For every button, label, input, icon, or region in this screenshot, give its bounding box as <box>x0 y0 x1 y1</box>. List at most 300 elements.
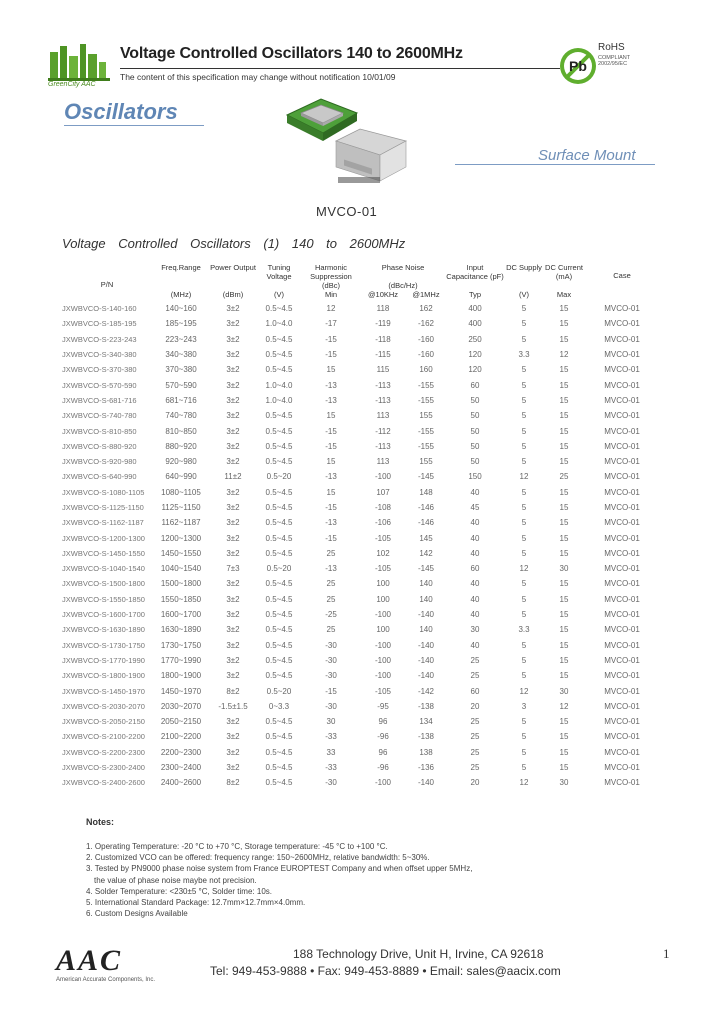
cell-dc-current: 15 <box>559 304 569 314</box>
cell-freq-range: 2100~2200 <box>160 732 202 742</box>
note-item: 5. International Standard Package: 12.7mm×12.7mm×4.0mm. <box>86 898 306 908</box>
header-phase <box>360 262 446 290</box>
cell-case: MVCO-01 <box>604 747 640 757</box>
cell-input-capacitance: 120 <box>468 350 482 360</box>
cell-tuning-voltage: 0.5~4.5 <box>265 747 293 757</box>
cell-part-number: JXWBVCO-S-1600-1700 <box>62 610 145 620</box>
unit-case <box>584 290 660 301</box>
cell-tuning-voltage: 0.5~4.5 <box>265 610 293 620</box>
header-phase-unit: (dBc/Hz) <box>388 281 418 290</box>
cell-case: MVCO-01 <box>604 655 640 665</box>
cell-input-capacitance: 40 <box>470 533 480 543</box>
cell-power-output: 11±2 <box>224 472 242 482</box>
cell-input-capacitance: 20 <box>470 778 480 788</box>
cell-case: MVCO-01 <box>604 518 640 528</box>
cell-harmonic: 33 <box>326 747 336 757</box>
cell-harmonic: -15 <box>325 503 337 512</box>
cell-harmonic: -13 <box>325 564 337 574</box>
cell-harmonic: -33 <box>325 763 337 773</box>
cell-dc-supply: 5 <box>521 640 527 650</box>
cell-part-number: JXWBVCO-S-2400-2600 <box>62 778 145 788</box>
cell-input-capacitance: 45 <box>470 503 480 512</box>
cell-case: MVCO-01 <box>604 717 640 727</box>
cell-dc-current: 15 <box>559 732 569 742</box>
table-row <box>62 377 660 392</box>
cell-dc-supply: 5 <box>521 533 527 543</box>
cell-phase-noise-1m: 145 <box>419 533 433 543</box>
cell-phase-noise-10k: -115 <box>375 350 391 360</box>
unit-phase-1m: @1MHz <box>412 290 440 299</box>
table-row <box>62 775 660 790</box>
notes-title: Notes: <box>86 817 115 827</box>
table-row <box>62 668 660 683</box>
lead-free-badge <box>558 46 598 86</box>
cell-phase-noise-10k: -118 <box>375 334 391 344</box>
cell-case: MVCO-01 <box>604 411 640 421</box>
cell-phase-noise-1m: -140 <box>417 671 434 681</box>
cell-freq-range: 1730~1750 <box>160 640 202 650</box>
cell-phase-noise-1m: 162 <box>419 304 433 314</box>
cell-case: MVCO-01 <box>604 625 640 635</box>
company-contact: Tel: 949-453-9888 • Fax: 949-453-8889 • Email: sales@aacix.com <box>210 964 561 978</box>
cell-phase-noise-10k: 118 <box>376 304 390 314</box>
cell-dc-supply: 5 <box>521 732 527 742</box>
cell-harmonic: 15 <box>326 457 336 467</box>
cell-phase-noise-1m: -160 <box>417 350 434 360</box>
cell-dc-supply: 5 <box>521 579 527 589</box>
table-row <box>62 699 660 714</box>
cell-dc-current: 15 <box>559 319 569 329</box>
table-row <box>62 454 660 469</box>
table-row <box>62 347 660 362</box>
notes-list <box>86 841 646 919</box>
cell-input-capacitance: 50 <box>470 411 480 421</box>
cell-harmonic: 25 <box>326 625 336 635</box>
cell-freq-range: 640~990 <box>165 472 197 482</box>
cell-freq-range: 880~920 <box>165 441 197 451</box>
note-item: 2. Customized VCO can be offered: frequency range: 150~2600MHz, relative bandwidth: 5~30%. <box>86 853 430 863</box>
cell-dc-current: 15 <box>559 625 569 635</box>
cell-dc-supply: 12 <box>519 564 529 574</box>
cell-power-output: 3±2 <box>226 503 240 512</box>
cell-freq-range: 223~243 <box>165 334 197 344</box>
cell-dc-supply: 5 <box>521 671 527 681</box>
unit-input-cap: Typ <box>468 290 482 299</box>
spec-table-body <box>62 301 660 791</box>
table-row <box>62 607 660 622</box>
cell-harmonic: -25 <box>325 610 337 620</box>
cell-phase-noise-1m: -140 <box>417 655 434 665</box>
cell-freq-range: 140~160 <box>165 304 197 314</box>
cell-dc-supply: 5 <box>521 763 527 773</box>
cell-harmonic: 30 <box>326 717 336 727</box>
cell-part-number: JXWBVCO-S-1730-1750 <box>62 640 145 650</box>
table-row <box>62 362 660 377</box>
cell-dc-supply: 5 <box>521 487 527 497</box>
unit-tuning: (V) <box>274 290 284 299</box>
cell-tuning-voltage: 0.5~4.5 <box>265 411 293 421</box>
cell-part-number: JXWBVCO-S-1770-1990 <box>62 655 145 665</box>
cell-freq-range: 2200~2300 <box>160 747 202 757</box>
cell-dc-current: 15 <box>559 610 569 620</box>
cell-power-output: 3±2 <box>226 334 240 344</box>
cell-part-number: JXWBVCO-S-1162-1187 <box>62 518 144 528</box>
cell-power-output: 3±2 <box>226 625 240 635</box>
cell-tuning-voltage: 0~3.3 <box>268 701 290 711</box>
cell-part-number: JXWBVCO-S-640-990 <box>62 472 137 482</box>
cell-freq-range: 1450~1970 <box>160 686 202 696</box>
cell-part-number: JXWBVCO-S-1550-1850 <box>62 594 145 604</box>
cell-input-capacitance: 50 <box>470 441 480 451</box>
cell-power-output: 3±2 <box>226 655 240 665</box>
cell-tuning-voltage: 0.5~4.5 <box>265 365 293 375</box>
cell-input-capacitance: 50 <box>470 395 480 405</box>
cell-power-output: 3±2 <box>226 594 240 604</box>
cell-harmonic: 12 <box>326 304 336 314</box>
cell-power-output: 3±2 <box>226 671 240 681</box>
cell-freq-range: 1500~1800 <box>160 579 202 589</box>
table-title: Voltage Controlled Oscillators (1) 140 to 2600MHz <box>62 236 406 251</box>
cell-phase-noise-10k: -100 <box>374 610 391 620</box>
cell-case: MVCO-01 <box>604 610 640 620</box>
cell-dc-supply: 5 <box>521 655 527 665</box>
cell-dc-current: 15 <box>559 671 569 681</box>
cell-phase-noise-10k: -105 <box>374 564 391 574</box>
table-row <box>62 332 660 347</box>
cell-phase-noise-1m: 142 <box>419 548 433 558</box>
header-input-cap: Input Capacitance (pF) <box>446 263 504 281</box>
cell-tuning-voltage: 0.5~4.5 <box>265 533 293 543</box>
cell-phase-noise-1m: -140 <box>417 778 434 788</box>
cell-harmonic: -15 <box>325 441 337 451</box>
company-name: American Accurate Components, Inc. <box>56 977 156 983</box>
cell-dc-current: 30 <box>559 778 569 788</box>
cell-freq-range: 340~380 <box>165 350 197 360</box>
cell-case: MVCO-01 <box>604 548 640 558</box>
cell-dc-supply: 5 <box>521 334 527 344</box>
cell-dc-current: 15 <box>559 426 569 436</box>
cell-case: MVCO-01 <box>604 686 640 696</box>
cell-phase-noise-1m: -140 <box>417 640 434 650</box>
cell-case: MVCO-01 <box>604 640 640 650</box>
cell-input-capacitance: 25 <box>470 655 480 665</box>
cell-dc-current: 15 <box>559 640 569 650</box>
cell-phase-noise-1m: -145 <box>417 564 434 574</box>
spec-change-note: The content of this specification may change without notification 10/01/09 <box>120 72 396 82</box>
cell-freq-range: 1040~1540 <box>160 564 202 574</box>
cell-phase-noise-1m: -146 <box>417 518 434 528</box>
cell-phase-noise-10k: 96 <box>378 747 388 757</box>
cell-phase-noise-10k: -100 <box>374 655 391 665</box>
cell-phase-noise-1m: 160 <box>419 365 433 375</box>
cell-freq-range: 740~780 <box>165 411 197 421</box>
cell-harmonic: -15 <box>325 350 337 360</box>
cell-dc-supply: 5 <box>521 304 527 314</box>
cell-input-capacitance: 25 <box>470 732 480 742</box>
cell-phase-noise-1m: 134 <box>419 717 433 727</box>
cell-harmonic: -33 <box>325 732 337 742</box>
cell-part-number: JXWBVCO-S-810-850 <box>62 426 137 436</box>
cell-freq-range: 1450~1550 <box>160 548 202 558</box>
cell-input-capacitance: 400 <box>468 319 482 329</box>
cell-freq-range: 2050~2150 <box>160 717 202 727</box>
header-power: Power Output <box>210 263 256 272</box>
unit-dc-supply: (V) <box>519 290 529 299</box>
cell-phase-noise-10k: -96 <box>377 763 389 773</box>
table-row <box>62 530 660 545</box>
cell-case: MVCO-01 <box>604 457 640 467</box>
cell-freq-range: 681~716 <box>165 395 197 405</box>
cell-phase-noise-1m: 155 <box>419 457 433 467</box>
cell-freq-range: 370~380 <box>165 365 197 375</box>
logo-caption: GreenCity AAC <box>48 81 96 88</box>
cell-power-output: 3±2 <box>226 457 240 467</box>
cell-freq-range: 2400~2600 <box>160 778 202 788</box>
pb-text: Pb <box>569 58 587 74</box>
cell-part-number: JXWBVCO-S-1080-1105 <box>62 487 145 497</box>
cell-dc-current: 12 <box>559 701 569 711</box>
cell-phase-noise-10k: -100 <box>374 671 391 681</box>
cell-dc-current: 15 <box>559 503 569 512</box>
mount-type-label: Surface Mount <box>538 147 636 164</box>
cell-dc-current: 15 <box>559 518 569 528</box>
cell-phase-noise-10k: 102 <box>376 548 390 558</box>
cell-power-output: 3±2 <box>226 579 240 589</box>
cell-phase-noise-10k: -113 <box>375 441 391 451</box>
table-row <box>62 469 660 484</box>
cell-input-capacitance: 40 <box>470 579 480 589</box>
cell-tuning-voltage: 0.5~4.5 <box>265 487 293 497</box>
cell-input-capacitance: 40 <box>470 594 480 604</box>
cell-case: MVCO-01 <box>604 350 640 360</box>
cell-phase-noise-1m: -136 <box>417 763 434 773</box>
cell-power-output: 3±2 <box>226 380 240 390</box>
cell-power-output: 3±2 <box>226 732 240 742</box>
cell-dc-current: 15 <box>559 380 569 390</box>
cell-power-output: 3±2 <box>226 533 240 543</box>
cell-dc-current: 15 <box>559 579 569 589</box>
cell-phase-noise-1m: -140 <box>417 610 434 620</box>
cell-power-output: 3±2 <box>226 717 240 727</box>
cell-dc-supply: 3.3 <box>518 625 530 635</box>
cell-dc-supply: 12 <box>519 686 529 696</box>
cell-input-capacitance: 40 <box>470 640 480 650</box>
cell-dc-supply: 5 <box>521 747 527 757</box>
cell-input-capacitance: 20 <box>470 701 480 711</box>
header-phase-title: Phase Noise <box>381 263 425 272</box>
unit-harmonic: Min <box>324 290 338 299</box>
cell-freq-range: 1200~1300 <box>160 533 202 543</box>
cell-dc-supply: 12 <box>519 778 529 788</box>
cell-power-output: 3±2 <box>226 350 240 360</box>
cell-phase-noise-10k: 100 <box>376 594 390 604</box>
cell-input-capacitance: 400 <box>468 304 482 314</box>
table-row <box>62 408 660 423</box>
cell-part-number: JXWBVCO-S-140-160 <box>62 304 137 314</box>
cell-dc-supply: 5 <box>521 380 527 390</box>
unit-dc-current: Max <box>556 290 572 299</box>
cell-dc-supply: 5 <box>521 548 527 558</box>
cell-input-capacitance: 50 <box>470 426 480 436</box>
cell-part-number: JXWBVCO-S-570-590 <box>62 380 137 390</box>
cell-dc-current: 15 <box>559 334 569 344</box>
cell-case: MVCO-01 <box>604 395 640 405</box>
cell-input-capacitance: 120 <box>468 365 482 375</box>
table-row <box>62 393 660 408</box>
cell-case: MVCO-01 <box>604 487 640 497</box>
cell-power-output: 3±2 <box>226 518 240 528</box>
cell-phase-noise-10k: -119 <box>375 319 391 329</box>
cell-input-capacitance: 40 <box>470 548 480 558</box>
table-row <box>62 714 660 729</box>
cell-power-output: -1.5±1.5 <box>218 701 248 711</box>
cell-tuning-voltage: 0.5~4.5 <box>265 594 293 604</box>
table-row <box>62 760 660 775</box>
table-row <box>62 683 660 698</box>
cell-input-capacitance: 60 <box>470 564 480 574</box>
cell-case: MVCO-01 <box>604 426 640 436</box>
cell-tuning-voltage: 0.5~4.5 <box>265 655 293 665</box>
cell-part-number: JXWBVCO-S-920-980 <box>62 457 137 467</box>
table-row <box>62 485 660 500</box>
cell-phase-noise-10k: -105 <box>374 686 391 696</box>
cell-tuning-voltage: 0.5~4.5 <box>265 518 293 528</box>
header-harmonic: Harmonic Suppression (dBc) <box>310 263 352 290</box>
cell-dc-current: 15 <box>559 533 569 543</box>
cell-power-output: 3±2 <box>226 610 240 620</box>
cell-case: MVCO-01 <box>604 334 640 344</box>
cell-part-number: JXWBVCO-S-370-380 <box>62 365 137 375</box>
cell-harmonic: 25 <box>326 579 336 589</box>
cell-dc-supply: 5 <box>521 610 527 620</box>
cell-phase-noise-1m: -145 <box>417 472 434 482</box>
cell-phase-noise-10k: -113 <box>375 380 391 390</box>
note-item: 1. Operating Temperature: -20 °C to +70 °C, Storage temperature: -45 °C to +100 °C. <box>86 842 388 851</box>
cell-freq-range: 570~590 <box>165 380 197 390</box>
cell-dc-supply: 12 <box>519 472 529 482</box>
cell-harmonic: -30 <box>325 640 337 650</box>
cell-phase-noise-1m: -160 <box>417 334 434 344</box>
cell-tuning-voltage: 0.5~4.5 <box>265 548 293 558</box>
cell-phase-noise-1m: 140 <box>419 625 433 635</box>
table-row <box>62 622 660 637</box>
cell-case: MVCO-01 <box>604 380 640 390</box>
cell-power-output: 3±2 <box>226 640 240 650</box>
cell-dc-supply: 3 <box>521 701 527 711</box>
cell-tuning-voltage: 0.5~20 <box>266 472 292 482</box>
cell-input-capacitance: 25 <box>470 747 480 757</box>
cell-freq-range: 1630~1890 <box>160 625 202 635</box>
cell-phase-noise-10k: 100 <box>376 579 390 589</box>
cell-phase-noise-10k: -106 <box>374 518 391 528</box>
cell-harmonic: 15 <box>326 365 336 375</box>
cell-phase-noise-10k: 96 <box>378 717 388 727</box>
cell-input-capacitance: 250 <box>468 334 482 344</box>
cell-tuning-voltage: 0.5~20 <box>266 686 292 696</box>
cell-tuning-voltage: 0.5~4.5 <box>265 503 293 512</box>
cell-harmonic: -13 <box>325 395 337 405</box>
cell-tuning-voltage: 0.5~4.5 <box>265 441 293 451</box>
cell-harmonic: 15 <box>326 411 336 421</box>
table-row <box>62 638 660 653</box>
cell-part-number: JXWBVCO-S-340-380 <box>62 350 137 360</box>
cell-freq-range: 810~850 <box>165 426 197 436</box>
cell-power-output: 3±2 <box>226 411 240 421</box>
cell-power-output: 3±2 <box>226 395 240 405</box>
cell-case: MVCO-01 <box>604 441 640 451</box>
table-row <box>62 546 660 561</box>
cell-part-number: JXWBVCO-S-880-920 <box>62 441 137 451</box>
cell-part-number: JXWBVCO-S-185-195 <box>62 319 137 329</box>
aac-logo: AAC <box>56 944 123 977</box>
cell-phase-noise-1m: -142 <box>417 686 434 696</box>
cell-part-number: JXWBVCO-S-1450-1550 <box>62 548 145 558</box>
company-address: 188 Technology Drive, Unit H, Irvine, CA 92618 <box>293 947 544 961</box>
spec-table <box>62 262 660 791</box>
cell-case: MVCO-01 <box>604 319 640 329</box>
cell-case: MVCO-01 <box>604 671 640 681</box>
cell-power-output: 8±2 <box>226 686 240 696</box>
cell-phase-noise-1m: 140 <box>419 579 433 589</box>
table-row <box>62 423 660 438</box>
cell-phase-noise-10k: -100 <box>374 640 391 650</box>
unit-pn <box>62 290 152 301</box>
cell-tuning-voltage: 0.5~4.5 <box>265 457 293 467</box>
cell-phase-noise-1m: -162 <box>417 319 434 329</box>
cell-power-output: 3±2 <box>226 763 240 773</box>
cell-phase-noise-10k: 115 <box>376 365 390 375</box>
cell-tuning-voltage: 0.5~4.5 <box>265 334 293 344</box>
unit-phase-10k: @10KHz <box>367 290 399 299</box>
cell-phase-noise-10k: -105 <box>374 533 391 543</box>
cell-tuning-voltage: 0.5~4.5 <box>265 625 293 635</box>
cell-tuning-voltage: 0.5~4.5 <box>265 350 293 360</box>
model-label: MVCO-01 <box>316 204 378 219</box>
table-row <box>62 316 660 331</box>
cell-phase-noise-1m: -138 <box>417 701 434 711</box>
table-row <box>62 515 660 530</box>
page-number: 1 <box>663 946 670 961</box>
cell-freq-range: 920~980 <box>165 457 197 467</box>
cell-tuning-voltage: 0.5~4.5 <box>265 640 293 650</box>
cell-dc-current: 15 <box>559 717 569 727</box>
table-row <box>62 592 660 607</box>
cell-tuning-voltage: 0.5~4.5 <box>265 671 293 681</box>
cell-part-number: JXWBVCO-S-740-780 <box>62 411 137 421</box>
table-row <box>62 439 660 454</box>
table-row <box>62 653 660 668</box>
cell-freq-range: 2300~2400 <box>160 763 202 773</box>
cell-phase-noise-10k: 107 <box>376 487 390 497</box>
cell-dc-supply: 5 <box>521 594 527 604</box>
cell-phase-noise-10k: -113 <box>375 395 391 405</box>
header-tuning: Tuning Voltage <box>266 263 292 281</box>
cell-phase-noise-10k: 113 <box>376 457 390 467</box>
cell-phase-noise-10k: -108 <box>374 503 391 512</box>
cell-part-number: JXWBVCO-S-2200-2300 <box>62 747 145 757</box>
cell-freq-range: 1080~1105 <box>161 487 201 497</box>
cell-phase-noise-1m: -138 <box>417 732 434 742</box>
cell-phase-noise-1m: -155 <box>417 426 434 436</box>
cell-dc-current: 15 <box>559 487 569 497</box>
cell-phase-noise-1m: -155 <box>417 395 434 405</box>
cell-tuning-voltage: 0.5~4.5 <box>265 732 293 742</box>
section-divider <box>64 125 204 126</box>
table-row <box>62 301 660 316</box>
table-row <box>62 576 660 591</box>
cell-freq-range: 185~195 <box>165 319 197 329</box>
cell-power-output: 3±2 <box>226 441 240 451</box>
